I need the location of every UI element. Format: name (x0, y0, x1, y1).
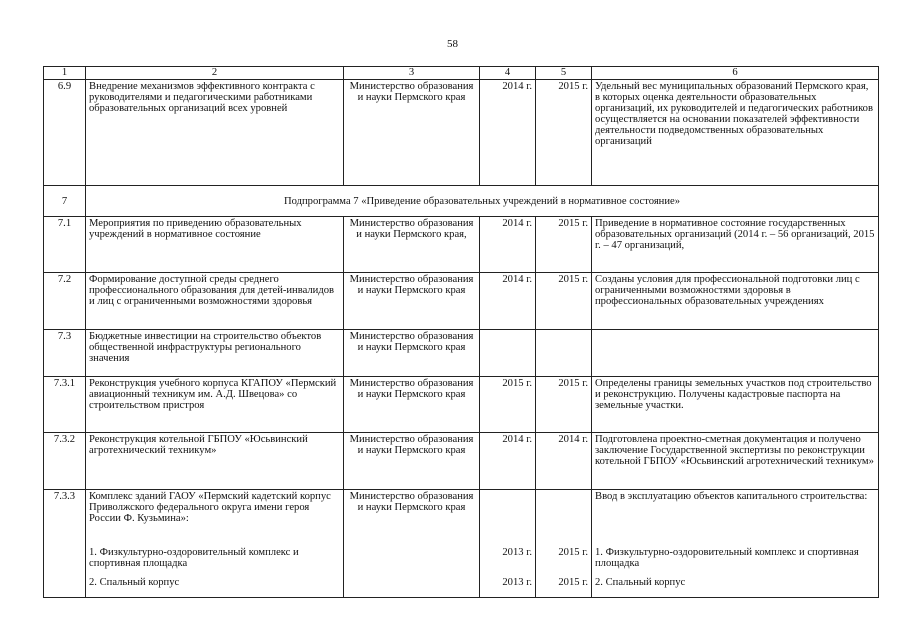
activity-name: Мероприятия по приведению образовательных учреждений в нормативное состояние (86, 217, 344, 273)
column-number-row (44, 67, 879, 80)
row-number: 7.1 (44, 217, 86, 273)
table-row (44, 80, 879, 186)
row-number: 7 (44, 186, 86, 217)
responsible-org: Министерство образования и науки Пермского края (344, 273, 480, 330)
responsible-org: Министерство образования и науки Пермского края (344, 377, 480, 433)
expected-result (592, 330, 879, 377)
table-row (44, 377, 879, 433)
column-number-2: 2 (86, 67, 344, 80)
activity-subitem: 2. Спальный корпус (86, 576, 344, 598)
expected-result: Подготовлена проектно-сметная документация и получено заключение Государственной экспертизы по реконструкции котельной ГБПОУ «Юсьвинский агротехнический техникум» (592, 433, 879, 490)
start-year: 2014 г. (480, 217, 536, 273)
row-number: 7.3 (44, 330, 86, 377)
activity-name: Реконструкция учебного корпуса КГАПОУ «Пермский авиационный техникум им. А.Д. Швецова» со строительством пристроя (86, 377, 344, 433)
start-year (480, 330, 536, 377)
table-row (44, 217, 879, 273)
page-number: 58 (447, 38, 458, 50)
expected-result: Приведение в нормативное состояние государственных образовательных организаций (2014 г. – 56 организаций, 2015 г. – 47 организаций, (592, 217, 879, 273)
activity-name: Реконструкция котельной ГБПОУ «Юсьвинский агротехнический техникум» (86, 433, 344, 490)
responsible-org: Министерство образования и науки Пермского края, (344, 217, 480, 273)
expected-result: Удельный вес муниципальных образований Пермского края, в которых оценка деятельности образовательных организаций, их руководителей и педагогических работников осуществляется на основании показателей эффективности деятельности подведомственных образовательных организаций (592, 80, 879, 186)
column-number-4: 4 (480, 67, 536, 80)
expected-result-subitem: 1. Физкультурно-оздоровительный комплекс и спортивная площадка (592, 546, 879, 576)
activity-name: Комплекс зданий ГАОУ «Пермский кадетский корпус Приволжского федерального округа имени героя России Ф. Кузьмина»: (86, 490, 344, 546)
expected-result: Созданы условия для профессиональной подготовки лиц с ограниченными возможностями здоровья в профессиональных образовательных учреждениях (592, 273, 879, 330)
responsible-org: Министерство образования и науки Пермского края (344, 80, 480, 186)
end-year: 2015 г. (536, 80, 592, 186)
column-number-6: 6 (592, 67, 879, 80)
activities-table (43, 66, 879, 598)
row-number: 7.3.3 (44, 490, 86, 598)
column-number-5: 5 (536, 67, 592, 80)
expected-result: Определены границы земельных участков под строительство и реконструкцию. Получены кадастровые паспорта на земельные участки. (592, 377, 879, 433)
table-row (44, 330, 879, 377)
start-year (480, 490, 536, 546)
row-number: 7.2 (44, 273, 86, 330)
expected-result: Ввод в эксплуатацию объектов капитального строительства: (592, 490, 879, 546)
activity-name: Формирование доступной среды среднего профессионального образования для детей-инвалидов и лиц с ограниченными возможностями здоровья (86, 273, 344, 330)
activity-name: Бюджетные инвестиции на строительство объектов общественной инфраструктуры регионального значения (86, 330, 344, 377)
row-number: 7.3.1 (44, 377, 86, 433)
table-row (44, 273, 879, 330)
column-number-3: 3 (344, 67, 480, 80)
start-year: 2014 г. (480, 80, 536, 186)
end-year: 2014 г. (536, 433, 592, 490)
end-year: 2015 г. (536, 377, 592, 433)
end-year: 2015 г. (536, 217, 592, 273)
activity-subitem: 1. Физкультурно-оздоровительный комплекс и спортивная площадка (86, 546, 344, 576)
table-row (44, 433, 879, 490)
subprogram-title: Подпрограмма 7 «Приведение образовательных учреждений в нормативное состояние» (86, 186, 879, 217)
end-year (536, 330, 592, 377)
responsible-org: Министерство образования и науки Пермского края (344, 490, 480, 598)
start-year: 2013 г. (480, 546, 536, 576)
end-year (536, 490, 592, 546)
start-year: 2015 г. (480, 377, 536, 433)
expected-result-subitem: 2. Спальный корпус (592, 576, 879, 598)
end-year: 2015 г. (536, 576, 592, 598)
responsible-org: Министерство образования и науки Пермского края (344, 330, 480, 377)
subprogram-row (44, 186, 879, 217)
start-year: 2014 г. (480, 433, 536, 490)
responsible-org: Министерство образования и науки Пермского края (344, 433, 480, 490)
row-number: 7.3.2 (44, 433, 86, 490)
row-number: 6.9 (44, 80, 86, 186)
column-number-1: 1 (44, 67, 86, 80)
table-row (44, 490, 879, 546)
start-year: 2013 г. (480, 576, 536, 598)
end-year: 2015 г. (536, 273, 592, 330)
activity-name: Внедрение механизмов эффективного контракта с руководителями и педагогическими работниками образовательных организаций всех уровней (86, 80, 344, 186)
end-year: 2015 г. (536, 546, 592, 576)
start-year: 2014 г. (480, 273, 536, 330)
